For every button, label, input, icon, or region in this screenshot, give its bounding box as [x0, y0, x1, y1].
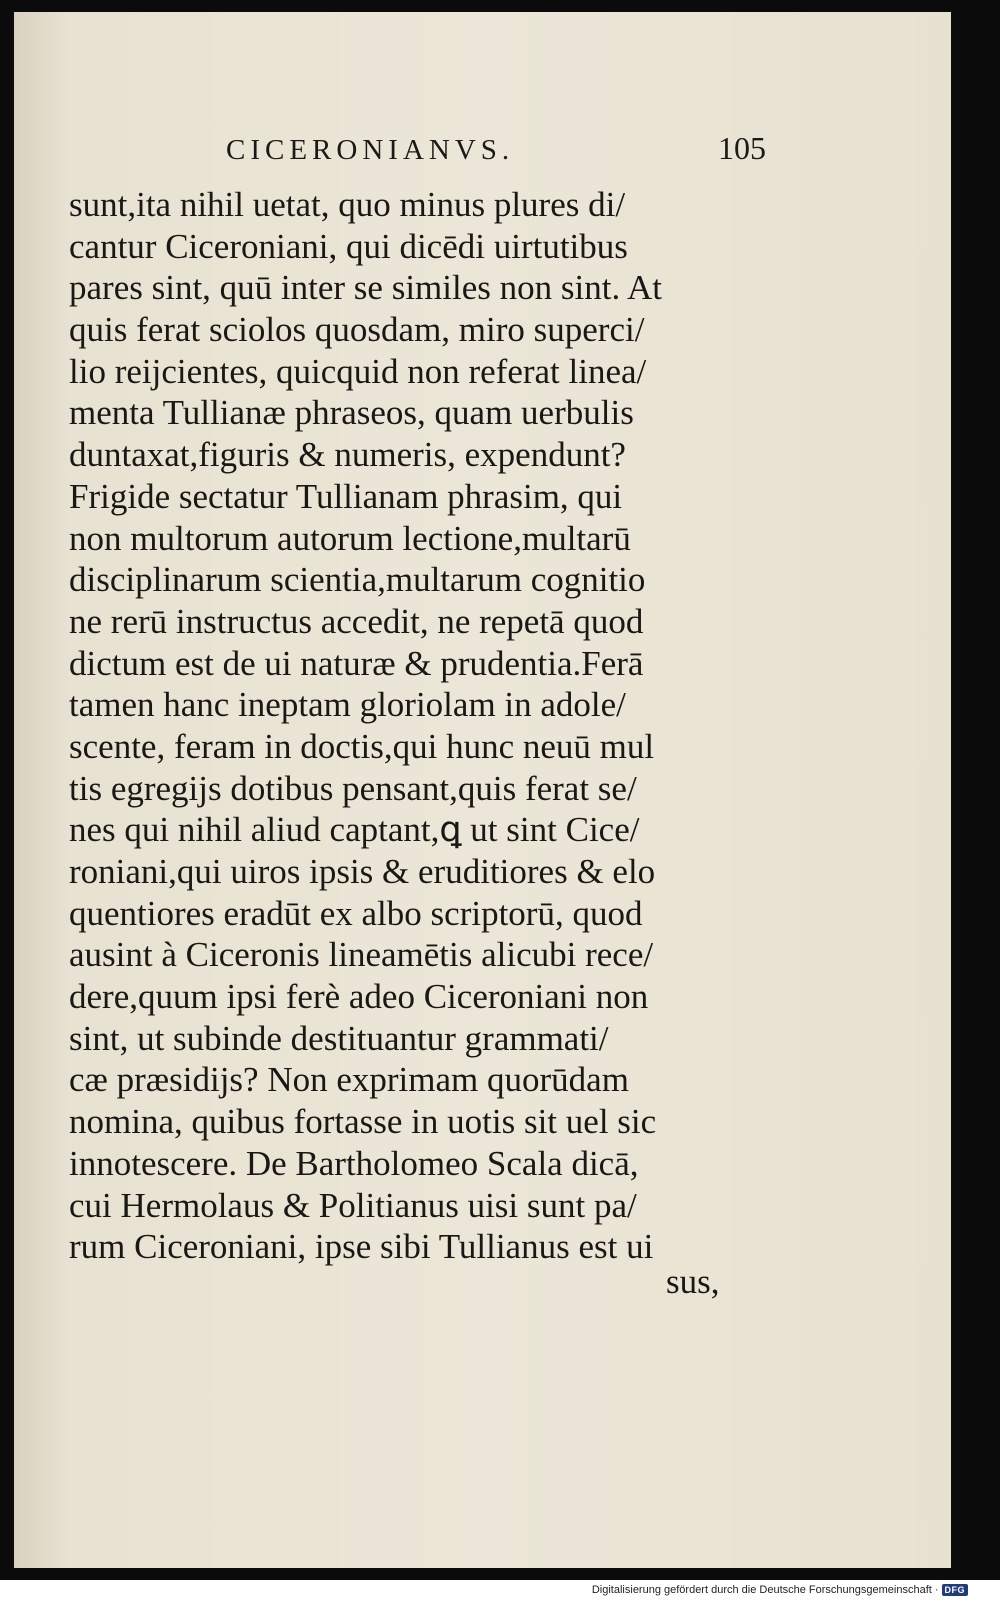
footer-credit: Digitalisierung gefördert durch die Deutsche Forschungsgemeinschaft · DFG	[592, 1584, 968, 1596]
text-line: disciplinarum scientia,multarum cognitio	[69, 560, 646, 600]
body-text	[69, 184, 729, 1268]
text-line: quentiores eradūt ex albo scriptorū, quod	[69, 893, 643, 933]
text-line: lio reijcientes, quicquid non referat linea/	[69, 351, 647, 391]
text-line: Frigide sectatur Tullianam phrasim, qui	[69, 476, 623, 516]
credit-text: Digitalisierung gefördert durch die Deutsche Forschungsgemeinschaft	[591, 1584, 932, 1596]
text-line: menta Tullianæ phraseos, quam uerbulis	[69, 393, 634, 433]
text-line: ausint à Ciceronis lineamētis alicubi rece/	[69, 935, 654, 975]
catchword: sus,	[666, 1262, 720, 1301]
page-number: 105	[718, 130, 766, 166]
text-line: quis ferat sciolos quosdam, miro superci/	[69, 310, 645, 350]
text-line: sint, ut subinde destituantur grammati/	[69, 1018, 609, 1058]
dfg-logo: DFG	[942, 1584, 969, 1596]
text-line: duntaxat,figuris & numeris, expendunt?	[69, 435, 626, 475]
text-line: scente, feram in doctis,qui hunc neuū mul	[69, 726, 655, 766]
text-line: cæ præsidijs? Non exprimam quorūdam	[69, 1060, 629, 1100]
running-head: CICERONIANVS.	[226, 134, 515, 166]
text-line: dere,quum ipsi ferè adeo Ciceroniani non	[69, 977, 649, 1017]
text-line: innotescere. De Bartholomeo Scala dicā,	[69, 1143, 639, 1183]
text-line: dictum est de ui naturæ & prudentia.Ferā	[69, 643, 644, 683]
page-header	[226, 130, 766, 178]
text-line: non multorum autorum lectione,multarū	[69, 518, 631, 558]
text-line: roniani,qui uiros ipsis & eruditiores & elo	[69, 852, 656, 891]
text-line: tamen hanc ineptam gloriolam in adole/	[69, 685, 626, 725]
text-line: cui Hermolaus & Politianus uisi sunt pa/	[69, 1185, 637, 1225]
text-line: cantur Ciceroniani, qui dicēdi uirtutibus	[69, 226, 628, 266]
book-page	[14, 12, 951, 1568]
text-line: rum Ciceroniani, ipse sibi Tullianus est ui	[69, 1227, 654, 1267]
text-line: pares sint, quū inter se similes non sint. At	[69, 268, 663, 308]
text-line: nes qui nihil aliud captant,ꝗ ut sint Cice/	[69, 810, 640, 850]
text-line: nomina, quibus fortasse in uotis sit uel sic	[69, 1102, 657, 1142]
text-line: tis egregijs dotibus pensant,quis ferat se/	[69, 768, 637, 808]
text-line: ne rerū instructus accedit, ne repetā quod	[69, 601, 644, 641]
text-line: sunt,ita nihil uetat, quo minus plures di/	[69, 185, 626, 224]
